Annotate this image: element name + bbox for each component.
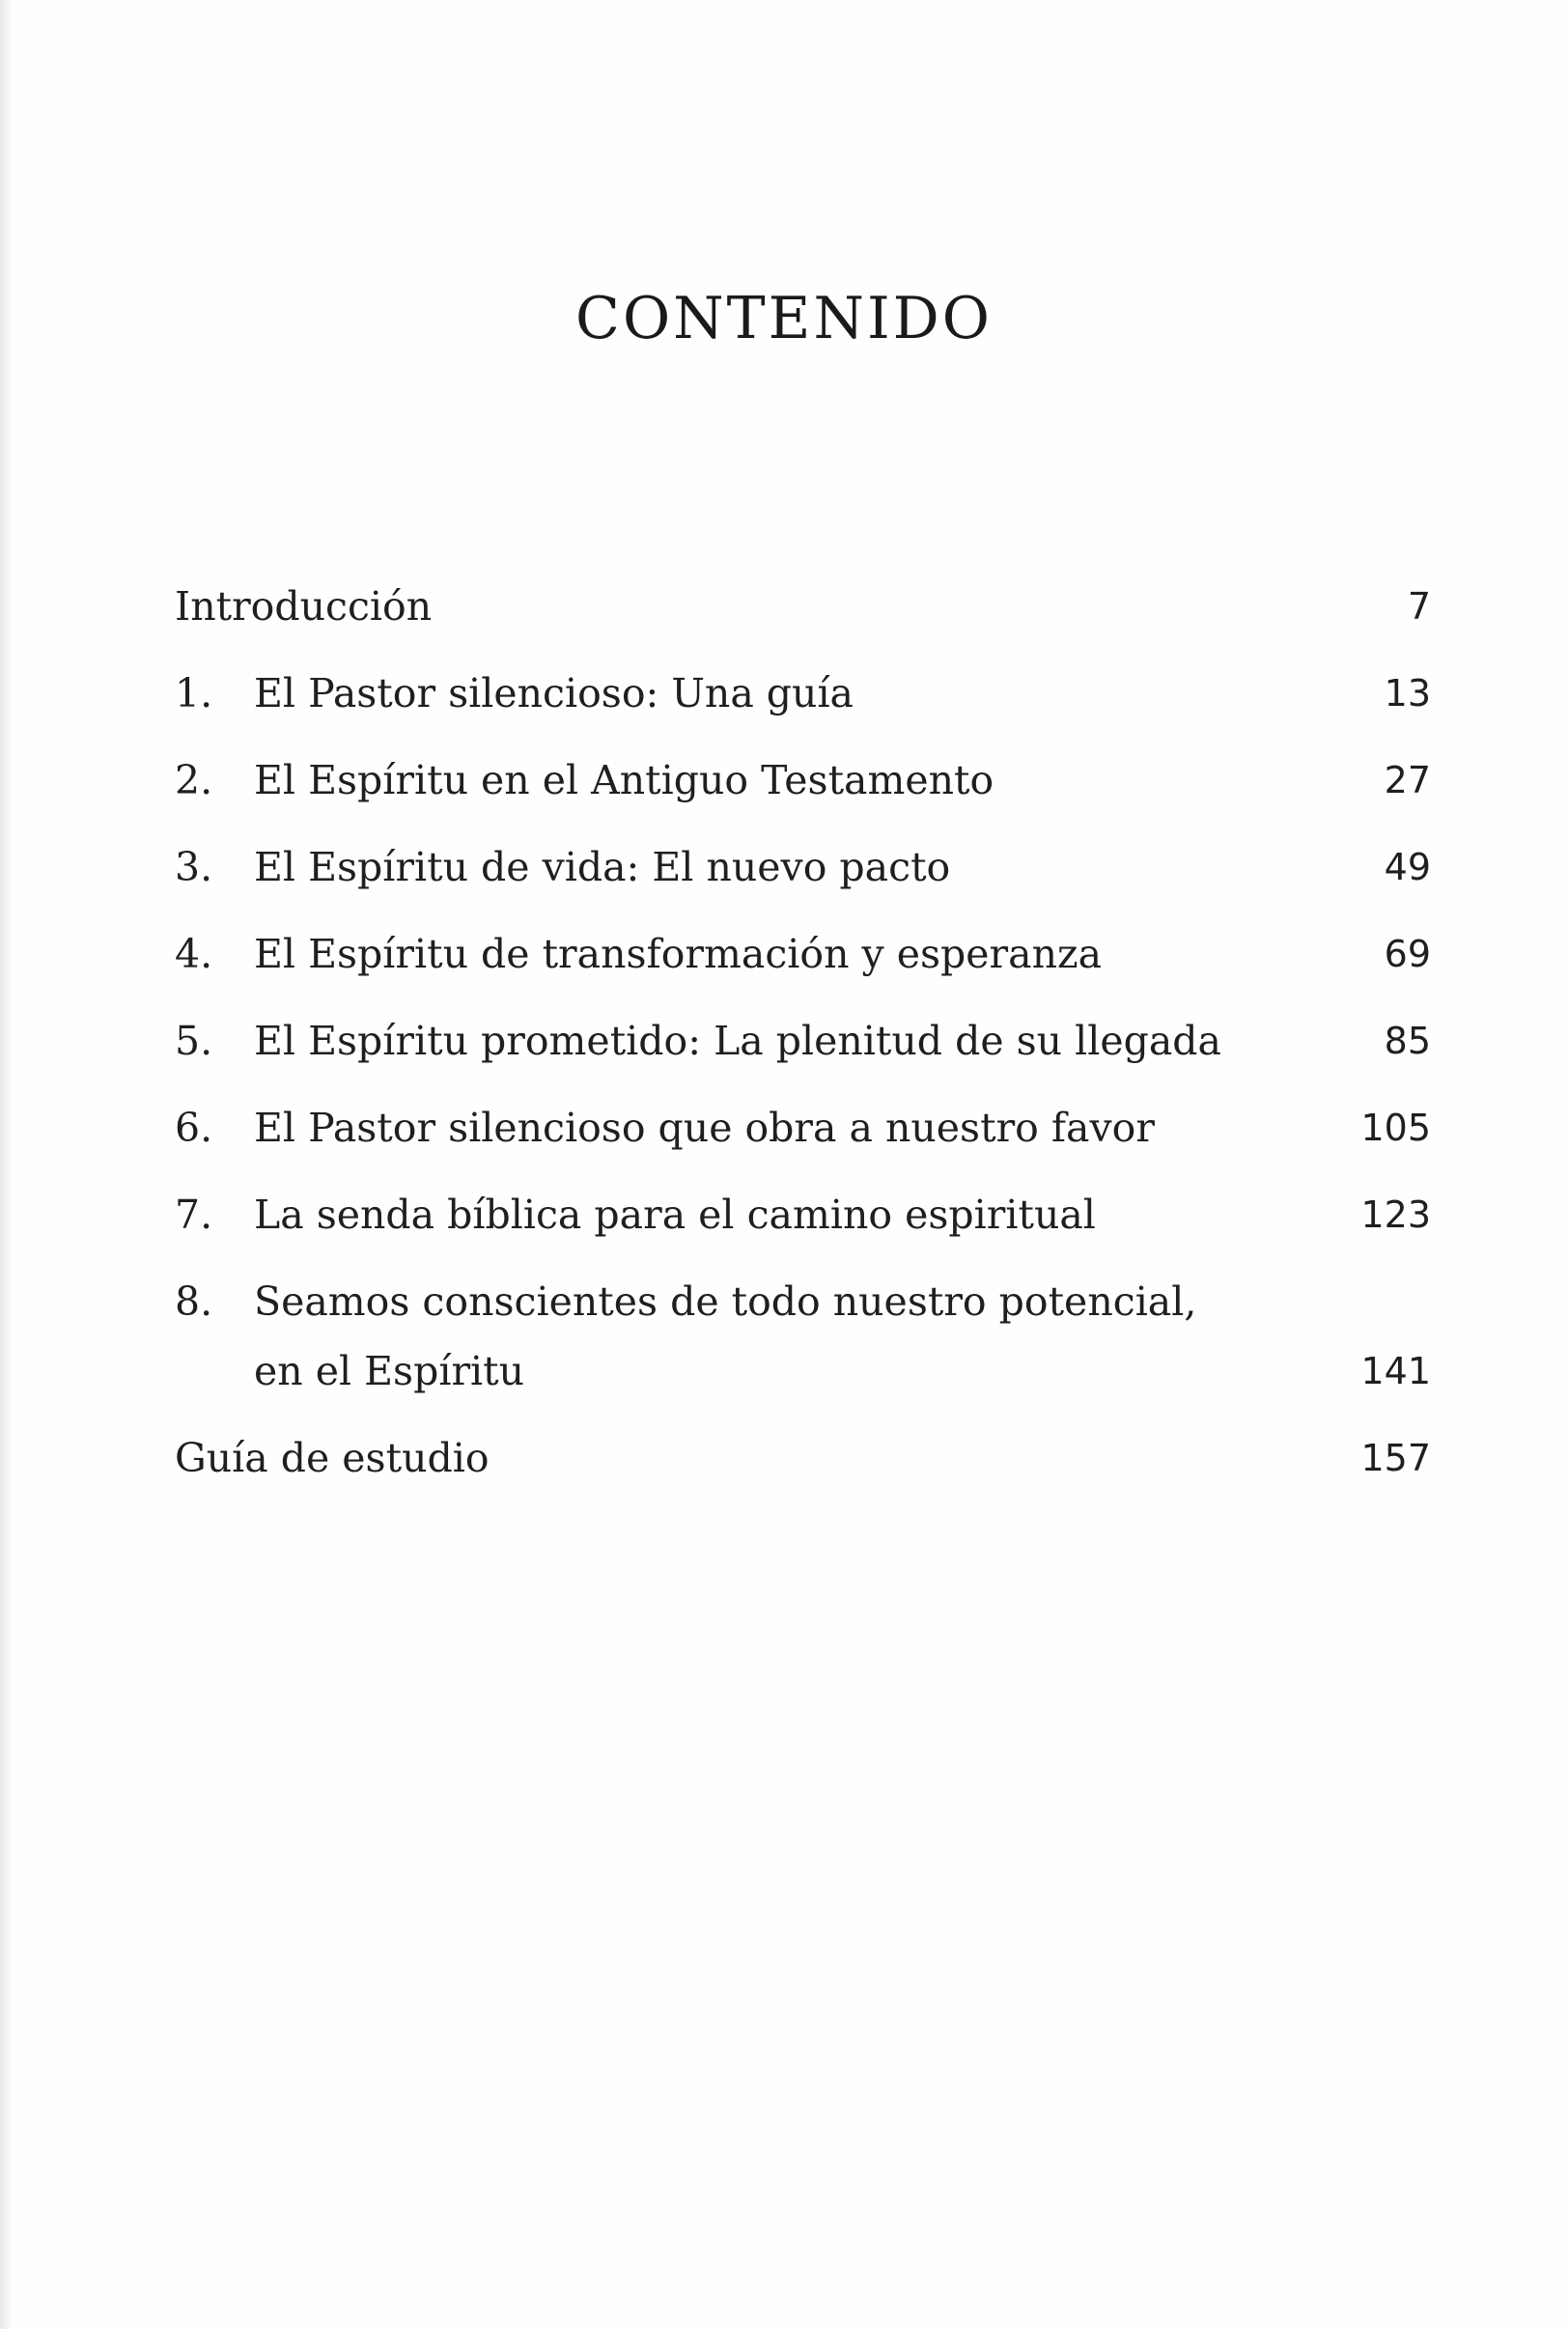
toc-entry-number: 2. bbox=[175, 757, 213, 803]
toc-entry-label: El Espíritu de vida: El nuevo pacto bbox=[254, 844, 951, 890]
toc-entry-page-number: 49 bbox=[1384, 846, 1431, 888]
toc-entry-chapter-6 bbox=[175, 1099, 1431, 1186]
toc-entry-label: Guía de estudio bbox=[175, 1435, 490, 1481]
table-of-contents bbox=[175, 577, 1431, 1516]
toc-entry-page-number: 123 bbox=[1360, 1193, 1431, 1236]
toc-entry-label: El Pastor silencioso: Una guía bbox=[254, 670, 854, 716]
toc-entry-page-number: 69 bbox=[1384, 933, 1431, 975]
toc-entry-number: 6. bbox=[175, 1105, 213, 1151]
toc-entry-number: 1. bbox=[175, 670, 213, 716]
toc-entry-page-number: 105 bbox=[1360, 1107, 1431, 1149]
toc-entry-page-number: 13 bbox=[1384, 672, 1431, 715]
toc-entry-label: El Espíritu prometido: La plenitud de su llegada bbox=[254, 1018, 1221, 1064]
toc-entry-chapter-8 bbox=[175, 1273, 1431, 1429]
toc-entry-label: El Espíritu en el Antiguo Testamento bbox=[254, 757, 994, 803]
toc-entry-page-number: 157 bbox=[1360, 1437, 1431, 1479]
toc-entry-chapter-7 bbox=[175, 1186, 1431, 1273]
toc-entry-chapter-2 bbox=[175, 751, 1431, 838]
toc-entry-number: 4. bbox=[175, 931, 213, 977]
toc-entry-label bbox=[254, 1273, 1297, 1400]
toc-entry-page-number: 85 bbox=[1384, 1020, 1431, 1062]
toc-entry-chapter-4 bbox=[175, 925, 1431, 1012]
toc-entry-chapter-5 bbox=[175, 1012, 1431, 1099]
toc-entry-label: El Pastor silencioso que obra a nuestro favor bbox=[254, 1105, 1155, 1151]
toc-entry-number: 8. bbox=[175, 1278, 213, 1325]
toc-entry-page-number: 7 bbox=[1407, 585, 1431, 628]
toc-entry-page-number: 27 bbox=[1384, 759, 1431, 801]
toc-entry-number: 7. bbox=[175, 1192, 213, 1238]
toc-entry-number: 3. bbox=[175, 844, 213, 890]
toc-entry-label-line-2: en el Espíritu bbox=[254, 1348, 525, 1394]
toc-entry-study-guide bbox=[175, 1429, 1431, 1516]
toc-entry-label: El Espíritu de transformación y esperanza bbox=[254, 931, 1103, 977]
toc-entry-chapter-1 bbox=[175, 664, 1431, 751]
toc-entry-chapter-3 bbox=[175, 838, 1431, 925]
page-title: CONTENIDO bbox=[575, 285, 993, 352]
toc-entry-label: La senda bíblica para el camino espiritual bbox=[254, 1192, 1096, 1238]
toc-entry-page-number: 141 bbox=[1360, 1350, 1431, 1392]
toc-entry-label-line-1: Seamos conscientes de todo nuestro potencial, bbox=[254, 1278, 1197, 1325]
toc-entry-introduction bbox=[175, 577, 1431, 664]
toc-entry-number: 5. bbox=[175, 1018, 213, 1064]
toc-entry-label: Introducción bbox=[175, 583, 433, 630]
